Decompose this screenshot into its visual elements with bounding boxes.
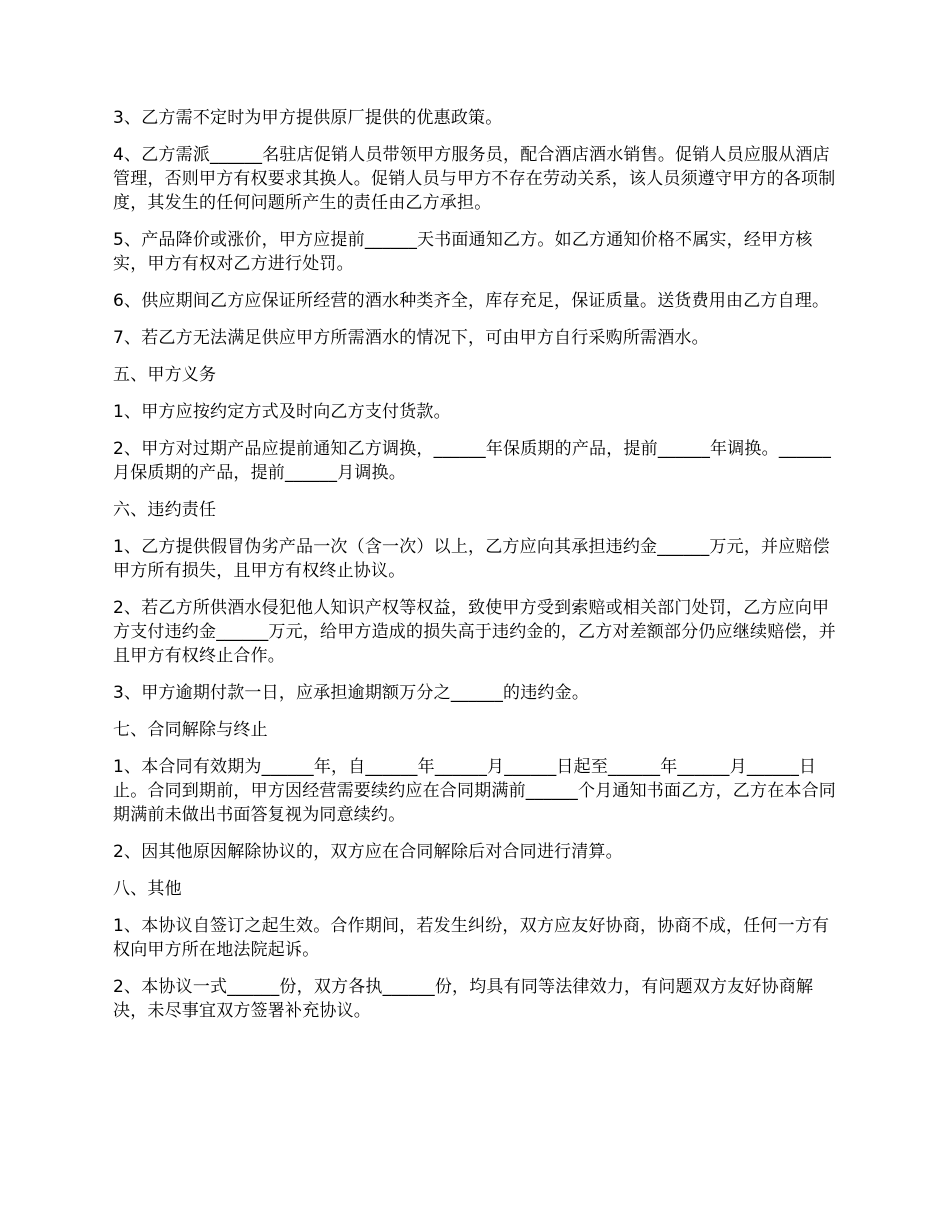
section-heading-8: 八、其他: [113, 879, 182, 899]
clause-4-4: 4、乙方需派______名驻店促销人员带领甲方服务员，配合酒店酒水销售。促销人员应服从酒店管理，否则甲方有权要求其换人。促销人员与甲方不存在劳动关系，该人员须遵守甲方的各项制度，其发生的任何问题所产生的责任由乙方承担。: [113, 145, 836, 213]
clause-6-2: 2、若乙方所供酒水侵犯他人知识产权等权益，致使甲方受到索赔或相关部门处罚，乙方应向甲方支付违约金______万元，给甲方造成的损失高于违约金的，乙方对差额部分仍应继续赔偿，并且甲方有权终止合作。: [113, 598, 836, 666]
clause-4-5: 5、产品降价或涨价，甲方应提前______天书面通知乙方。如乙方通知价格不属实，经甲方核实，甲方有权对乙方进行处罚。: [113, 230, 813, 274]
clause-4-6: 6、供应期间乙方应保证所经营的酒水种类齐全，库存充足，保证质量。送货费用由乙方自理。: [113, 291, 830, 311]
section-heading-6: 六、违约责任: [113, 500, 217, 520]
section-heading-7: 七、合同解除与终止: [113, 720, 268, 740]
clause-4-7: 7、若乙方无法满足供应甲方所需酒水的情况下，可由甲方自行采购所需酒水。: [113, 328, 709, 348]
contract-body: [113, 106, 841, 1036]
clause-8-1: 1、本协议自签订之起生效。合作期间，若发生纠纷，双方应友好协商，协商不成，任何一方有权向甲方所在地法院起诉。: [113, 916, 830, 960]
clause-7-1: 1、本合同有效期为______年，自______年______月______日起至______年______月______日止。合同到期前，甲方因经营需要续约应在合同期满前______个月通知书面乙方，乙方在本合同期满前未做出书面答复视为同意续约。: [113, 757, 836, 825]
clause-4-3: 3、乙方需不定时为甲方提供原厂提供的优惠政策。: [113, 108, 503, 128]
clause-6-3: 3、甲方逾期付款一日，应承担逾期额万分之______的违约金。: [113, 683, 590, 703]
clause-6-1: 1、乙方提供假冒伪劣产品一次（含一次）以上，乙方应向其承担违约金______万元，并应赔偿甲方所有损失，且甲方有权终止协议。: [113, 537, 830, 581]
section-heading-5: 五、甲方义务: [113, 365, 217, 385]
clause-5-2: 2、甲方对过期产品应提前通知乙方调换，______年保质期的产品，提前______年调换。______月保质期的产品，提前______月调换。: [113, 439, 832, 483]
clause-7-2: 2、因其他原因解除协议的，双方应在合同解除后对合同进行清算。: [113, 842, 623, 862]
clause-8-2: 2、本协议一式______份，双方各执______份，均具有同等法律效力，有问题双方友好协商解决，未尽事宜双方签署补充协议。: [113, 977, 814, 1021]
clause-5-1: 1、甲方应按约定方式及时向乙方支付货款。: [113, 402, 451, 422]
